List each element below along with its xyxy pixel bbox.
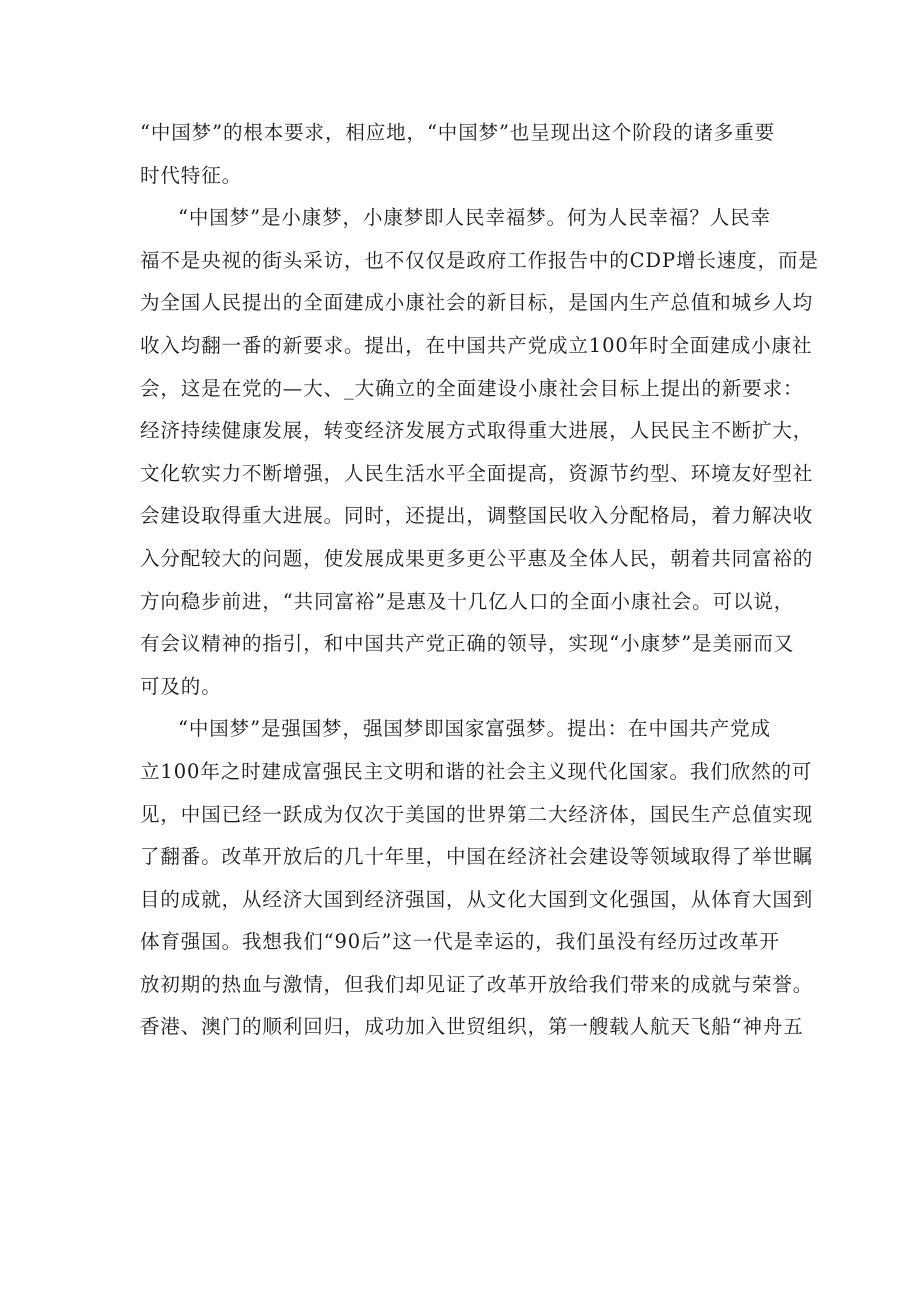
text-line: 文化软实力不断增强，人民生活水平全面提高，资源节约型、环境友好型社 [140, 461, 814, 485]
text-line: 时代特征。 [140, 163, 243, 187]
text-line: “中国梦”的根本要求，相应地，“中国梦”也呈现出这个阶段的诸多重要 [140, 121, 776, 144]
text-line: 收入均翻一番的新要求。提出，在中国共产党成立100年时全面建成小康社 [140, 333, 813, 357]
text-line: 见，中国已经一跃成为仅次于美国的世界第二大经济体，国民生产总值实现 [140, 802, 814, 826]
paragraph-2 [140, 197, 819, 708]
paragraph-3 [140, 708, 814, 1049]
text-line: 有会议精神的指引，和中国共产党正确的领导，实现“小康梦”是美丽而又 [140, 632, 795, 656]
paragraph-1 [140, 112, 800, 197]
text-line: 可及的。 [140, 674, 222, 698]
text-line: 为全国人民提出的全面建成小康社会的新目标，是国内生产总值和城乡人均 [140, 291, 814, 315]
text-line: 入分配较大的问题，使发展成果更多更公平惠及全体人民，朝着共同富裕的 [140, 546, 814, 570]
text-line: “中国梦”是小康梦，小康梦即人民幸福梦。何为人民幸福？人民幸 [178, 206, 771, 230]
text-line: 会建设取得重大进展。同时，还提出，调整国民收入分配格局，着力解决收 [140, 504, 814, 528]
text-line: 立100年之时建成富强民主文明和谐的社会主义现代化国家。我们欣然的可 [140, 759, 813, 783]
text-line: 福不是央视的街头采访，也不仅仅是政府工作报告中的CDP增长速度，而是 [140, 248, 819, 272]
text-line: “中国梦”是强国梦，强国梦即国家富强梦。提出：在中国共产党成 [178, 717, 771, 741]
text-line: 体育强国。我想我们“90后”这一代是幸运的，我们虽没有经历过改革开 [140, 930, 780, 954]
text-line: 方向稳步前进，“共同富裕”是惠及十几亿人口的全面小康社会。可以说， [140, 589, 795, 613]
body-text [140, 112, 819, 1049]
text-line: 了翻番。改革开放后的几十年里，中国在经济社会建设等领域取得了举世瞩 [140, 845, 814, 869]
text-line: 经济持续健康发展，转变经济发展方式取得重大进展，人民民主不断扩大， [140, 419, 814, 443]
text-line: 香港、澳门的顺利回归，成功加入世贸组织，第一艘载人航天飞船“神舟五 [140, 1015, 804, 1039]
text-line: 会，这是在党的—大、_大确立的全面建设小康社会目标上提出的新要求： [140, 376, 804, 400]
text-line: 目的成就，从经济大国到经济强国，从文化大国到文化强国，从体育大国到 [140, 887, 814, 911]
text-line: 放初期的热血与激情，但我们却见证了改革开放给我们带来的成就与荣誉。 [140, 972, 814, 996]
